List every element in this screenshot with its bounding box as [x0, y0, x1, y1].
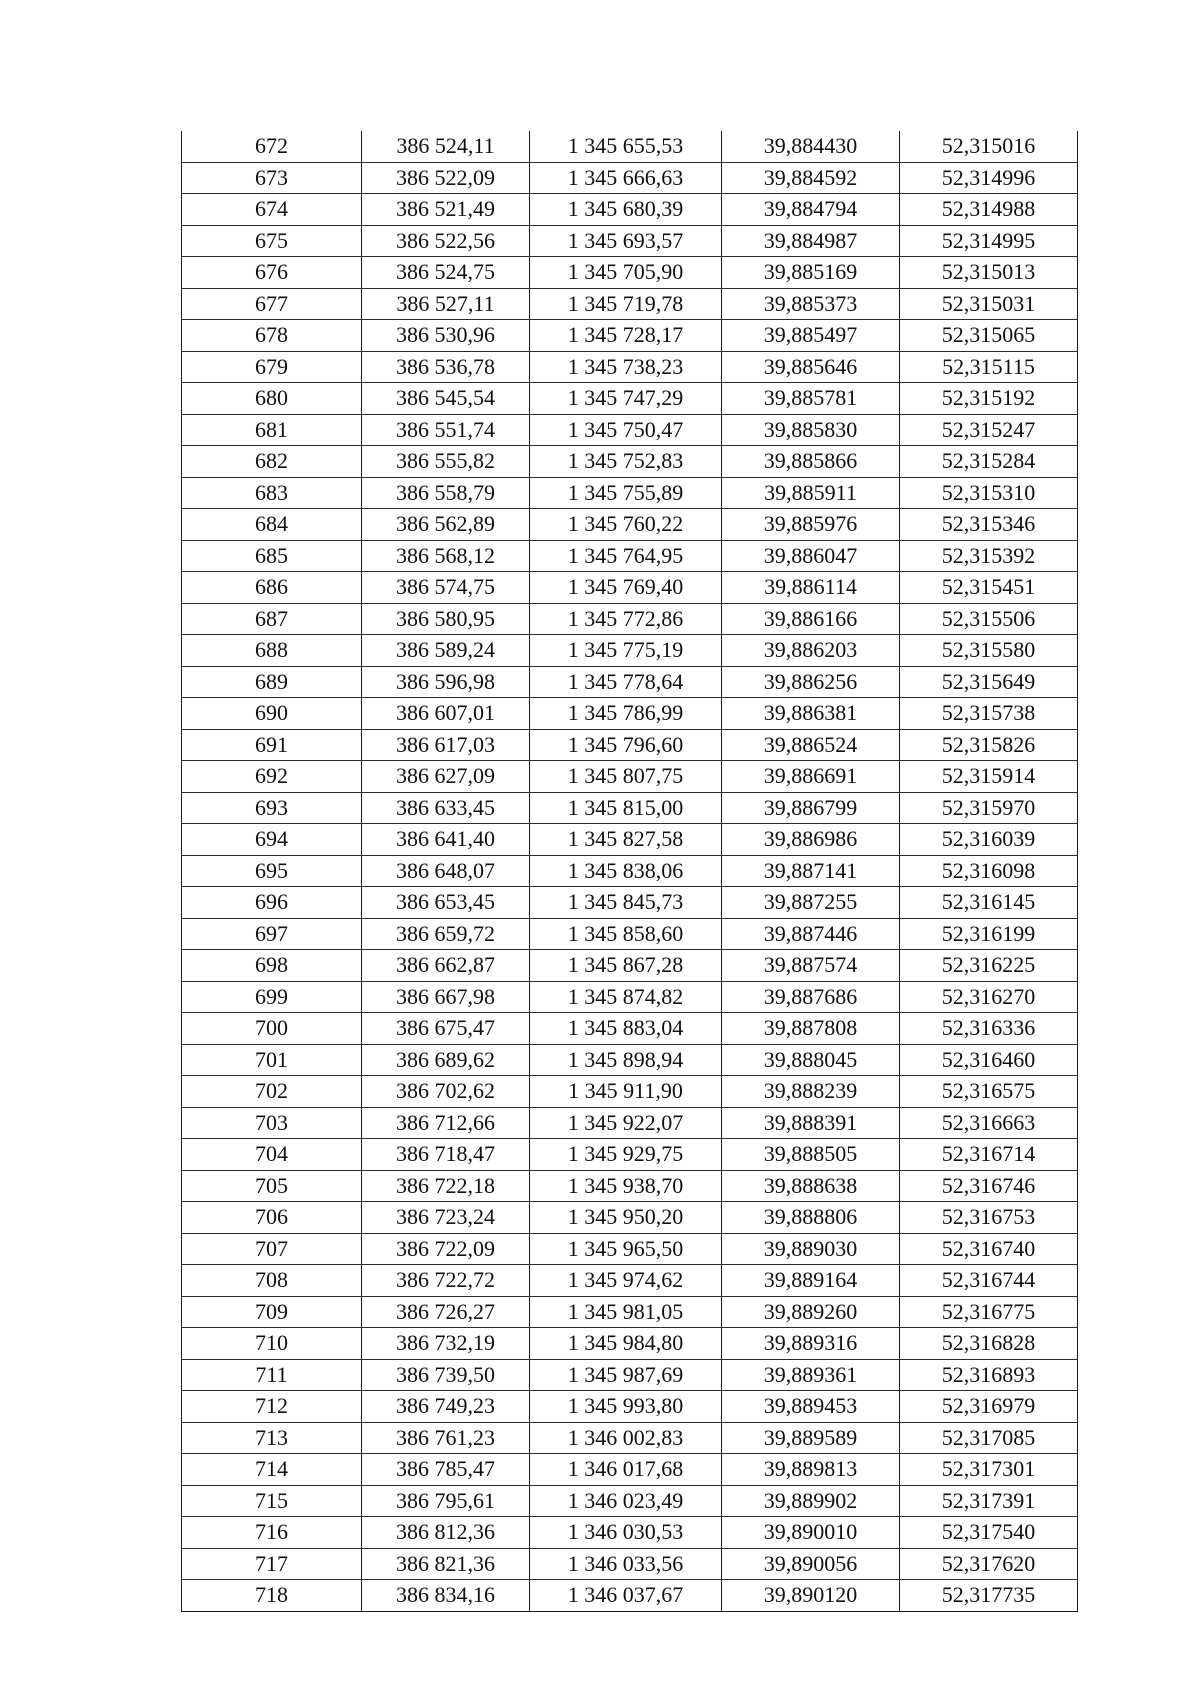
table-row — [182, 162, 1078, 194]
latitude-cell: 39,889813 — [722, 1454, 900, 1486]
table-row — [182, 1296, 1078, 1328]
x-coordinate-cell: 386 739,50 — [362, 1359, 530, 1391]
y-coordinate-cell: 1 345 950,20 — [530, 1202, 722, 1234]
longitude-cell: 52,316663 — [900, 1107, 1078, 1139]
latitude-cell: 39,890120 — [722, 1580, 900, 1612]
longitude-cell: 52,315346 — [900, 509, 1078, 541]
y-coordinate-cell: 1 345 845,73 — [530, 887, 722, 919]
x-coordinate-cell: 386 726,27 — [362, 1296, 530, 1328]
y-coordinate-cell: 1 345 760,22 — [530, 509, 722, 541]
x-coordinate-cell: 386 562,89 — [362, 509, 530, 541]
longitude-cell: 52,316893 — [900, 1359, 1078, 1391]
latitude-cell: 39,886166 — [722, 603, 900, 635]
x-coordinate-cell: 386 536,78 — [362, 351, 530, 383]
point-number-cell: 713 — [182, 1422, 362, 1454]
table-row — [182, 792, 1078, 824]
table-row — [182, 351, 1078, 383]
latitude-cell: 39,886047 — [722, 540, 900, 572]
point-number-cell: 697 — [182, 918, 362, 950]
table-row — [182, 1517, 1078, 1549]
longitude-cell: 52,316225 — [900, 950, 1078, 982]
x-coordinate-cell: 386 795,61 — [362, 1485, 530, 1517]
x-coordinate-cell: 386 558,79 — [362, 477, 530, 509]
longitude-cell: 52,316199 — [900, 918, 1078, 950]
longitude-cell: 52,316575 — [900, 1076, 1078, 1108]
point-number-cell: 717 — [182, 1548, 362, 1580]
latitude-cell: 39,887255 — [722, 887, 900, 919]
coordinates-table — [181, 131, 1078, 1612]
point-number-cell: 672 — [182, 131, 362, 162]
x-coordinate-cell: 386 607,01 — [362, 698, 530, 730]
x-coordinate-cell: 386 524,75 — [362, 257, 530, 289]
y-coordinate-cell: 1 345 987,69 — [530, 1359, 722, 1391]
table-row — [182, 1170, 1078, 1202]
y-coordinate-cell: 1 345 666,63 — [530, 162, 722, 194]
y-coordinate-cell: 1 345 778,64 — [530, 666, 722, 698]
latitude-cell: 39,889453 — [722, 1391, 900, 1423]
latitude-cell: 39,884987 — [722, 225, 900, 257]
point-number-cell: 710 — [182, 1328, 362, 1360]
longitude-cell: 52,317085 — [900, 1422, 1078, 1454]
table-row — [182, 320, 1078, 352]
table-row — [182, 1044, 1078, 1076]
table-row — [182, 603, 1078, 635]
latitude-cell: 39,886691 — [722, 761, 900, 793]
x-coordinate-cell: 386 648,07 — [362, 855, 530, 887]
y-coordinate-cell: 1 345 772,86 — [530, 603, 722, 635]
x-coordinate-cell: 386 667,98 — [362, 981, 530, 1013]
x-coordinate-cell: 386 589,24 — [362, 635, 530, 667]
latitude-cell: 39,887574 — [722, 950, 900, 982]
point-number-cell: 693 — [182, 792, 362, 824]
y-coordinate-cell: 1 345 693,57 — [530, 225, 722, 257]
table-row — [182, 446, 1078, 478]
longitude-cell: 52,315016 — [900, 131, 1078, 162]
table-row — [182, 1265, 1078, 1297]
y-coordinate-cell: 1 345 993,80 — [530, 1391, 722, 1423]
latitude-cell: 39,890056 — [722, 1548, 900, 1580]
longitude-cell: 52,315738 — [900, 698, 1078, 730]
y-coordinate-cell: 1 345 883,04 — [530, 1013, 722, 1045]
y-coordinate-cell: 1 345 680,39 — [530, 194, 722, 226]
longitude-cell: 52,316145 — [900, 887, 1078, 919]
point-number-cell: 706 — [182, 1202, 362, 1234]
longitude-cell: 52,315580 — [900, 635, 1078, 667]
latitude-cell: 39,889316 — [722, 1328, 900, 1360]
table-row — [182, 1359, 1078, 1391]
point-number-cell: 673 — [182, 162, 362, 194]
longitude-cell: 52,316828 — [900, 1328, 1078, 1360]
point-number-cell: 686 — [182, 572, 362, 604]
table-row — [182, 1454, 1078, 1486]
y-coordinate-cell: 1 345 815,00 — [530, 792, 722, 824]
x-coordinate-cell: 386 530,96 — [362, 320, 530, 352]
latitude-cell: 39,886524 — [722, 729, 900, 761]
x-coordinate-cell: 386 718,47 — [362, 1139, 530, 1171]
x-coordinate-cell: 386 834,16 — [362, 1580, 530, 1612]
longitude-cell: 52,316336 — [900, 1013, 1078, 1045]
point-number-cell: 702 — [182, 1076, 362, 1108]
x-coordinate-cell: 386 522,09 — [362, 162, 530, 194]
x-coordinate-cell: 386 633,45 — [362, 792, 530, 824]
x-coordinate-cell: 386 659,72 — [362, 918, 530, 950]
longitude-cell: 52,315031 — [900, 288, 1078, 320]
latitude-cell: 39,889260 — [722, 1296, 900, 1328]
table-row — [182, 981, 1078, 1013]
latitude-cell: 39,886986 — [722, 824, 900, 856]
y-coordinate-cell: 1 346 023,49 — [530, 1485, 722, 1517]
y-coordinate-cell: 1 345 922,07 — [530, 1107, 722, 1139]
table-row — [182, 1391, 1078, 1423]
y-coordinate-cell: 1 345 984,80 — [530, 1328, 722, 1360]
y-coordinate-cell: 1 346 037,67 — [530, 1580, 722, 1612]
point-number-cell: 708 — [182, 1265, 362, 1297]
table-row — [182, 1139, 1078, 1171]
point-number-cell: 688 — [182, 635, 362, 667]
x-coordinate-cell: 386 662,87 — [362, 950, 530, 982]
point-number-cell: 698 — [182, 950, 362, 982]
y-coordinate-cell: 1 345 974,62 — [530, 1265, 722, 1297]
table-row — [182, 729, 1078, 761]
longitude-cell: 52,315247 — [900, 414, 1078, 446]
point-number-cell: 700 — [182, 1013, 362, 1045]
y-coordinate-cell: 1 345 655,53 — [530, 131, 722, 162]
latitude-cell: 39,884592 — [722, 162, 900, 194]
longitude-cell: 52,316746 — [900, 1170, 1078, 1202]
longitude-cell: 52,315649 — [900, 666, 1078, 698]
y-coordinate-cell: 1 345 750,47 — [530, 414, 722, 446]
point-number-cell: 715 — [182, 1485, 362, 1517]
table-row — [182, 698, 1078, 730]
y-coordinate-cell: 1 345 827,58 — [530, 824, 722, 856]
table-row — [182, 1076, 1078, 1108]
table-row — [182, 855, 1078, 887]
longitude-cell: 52,315065 — [900, 320, 1078, 352]
y-coordinate-cell: 1 345 938,70 — [530, 1170, 722, 1202]
point-number-cell: 703 — [182, 1107, 362, 1139]
point-number-cell: 718 — [182, 1580, 362, 1612]
x-coordinate-cell: 386 761,23 — [362, 1422, 530, 1454]
y-coordinate-cell: 1 345 807,75 — [530, 761, 722, 793]
table-row — [182, 824, 1078, 856]
point-number-cell: 701 — [182, 1044, 362, 1076]
point-number-cell: 704 — [182, 1139, 362, 1171]
longitude-cell: 52,316744 — [900, 1265, 1078, 1297]
longitude-cell: 52,315284 — [900, 446, 1078, 478]
longitude-cell: 52,315192 — [900, 383, 1078, 415]
y-coordinate-cell: 1 345 769,40 — [530, 572, 722, 604]
latitude-cell: 39,885866 — [722, 446, 900, 478]
table-row — [182, 540, 1078, 572]
point-number-cell: 687 — [182, 603, 362, 635]
x-coordinate-cell: 386 524,11 — [362, 131, 530, 162]
y-coordinate-cell: 1 345 747,29 — [530, 383, 722, 415]
table-row — [182, 1422, 1078, 1454]
point-number-cell: 692 — [182, 761, 362, 793]
latitude-cell: 39,885497 — [722, 320, 900, 352]
x-coordinate-cell: 386 723,24 — [362, 1202, 530, 1234]
table-row — [182, 477, 1078, 509]
longitude-cell: 52,315914 — [900, 761, 1078, 793]
latitude-cell: 39,886203 — [722, 635, 900, 667]
longitude-cell: 52,315013 — [900, 257, 1078, 289]
point-number-cell: 683 — [182, 477, 362, 509]
longitude-cell: 52,316039 — [900, 824, 1078, 856]
x-coordinate-cell: 386 596,98 — [362, 666, 530, 698]
table-row — [182, 1485, 1078, 1517]
x-coordinate-cell: 386 627,09 — [362, 761, 530, 793]
longitude-cell: 52,316753 — [900, 1202, 1078, 1234]
point-number-cell: 707 — [182, 1233, 362, 1265]
table-row — [182, 1233, 1078, 1265]
latitude-cell: 39,888638 — [722, 1170, 900, 1202]
y-coordinate-cell: 1 345 867,28 — [530, 950, 722, 982]
y-coordinate-cell: 1 346 017,68 — [530, 1454, 722, 1486]
point-number-cell: 709 — [182, 1296, 362, 1328]
x-coordinate-cell: 386 527,11 — [362, 288, 530, 320]
coordinates-table-body — [182, 131, 1078, 1611]
x-coordinate-cell: 386 653,45 — [362, 887, 530, 919]
latitude-cell: 39,885911 — [722, 477, 900, 509]
longitude-cell: 52,315826 — [900, 729, 1078, 761]
table-row — [182, 635, 1078, 667]
y-coordinate-cell: 1 345 705,90 — [530, 257, 722, 289]
x-coordinate-cell: 386 812,36 — [362, 1517, 530, 1549]
y-coordinate-cell: 1 345 838,06 — [530, 855, 722, 887]
y-coordinate-cell: 1 345 981,05 — [530, 1296, 722, 1328]
point-number-cell: 679 — [182, 351, 362, 383]
latitude-cell: 39,885373 — [722, 288, 900, 320]
latitude-cell: 39,890010 — [722, 1517, 900, 1549]
point-number-cell: 716 — [182, 1517, 362, 1549]
y-coordinate-cell: 1 345 796,60 — [530, 729, 722, 761]
x-coordinate-cell: 386 722,18 — [362, 1170, 530, 1202]
latitude-cell: 39,885169 — [722, 257, 900, 289]
longitude-cell: 52,315310 — [900, 477, 1078, 509]
point-number-cell: 682 — [182, 446, 362, 478]
longitude-cell: 52,315506 — [900, 603, 1078, 635]
latitude-cell: 39,884430 — [722, 131, 900, 162]
x-coordinate-cell: 386 522,56 — [362, 225, 530, 257]
point-number-cell: 690 — [182, 698, 362, 730]
latitude-cell: 39,885830 — [722, 414, 900, 446]
longitude-cell: 52,315970 — [900, 792, 1078, 824]
table-row — [182, 383, 1078, 415]
point-number-cell: 684 — [182, 509, 362, 541]
table-row — [182, 225, 1078, 257]
latitude-cell: 39,886114 — [722, 572, 900, 604]
y-coordinate-cell: 1 345 775,19 — [530, 635, 722, 667]
longitude-cell: 52,316098 — [900, 855, 1078, 887]
x-coordinate-cell: 386 689,62 — [362, 1044, 530, 1076]
point-number-cell: 711 — [182, 1359, 362, 1391]
point-number-cell: 685 — [182, 540, 362, 572]
longitude-cell: 52,317735 — [900, 1580, 1078, 1612]
table-row — [182, 887, 1078, 919]
latitude-cell: 39,888391 — [722, 1107, 900, 1139]
point-number-cell: 681 — [182, 414, 362, 446]
x-coordinate-cell: 386 545,54 — [362, 383, 530, 415]
table-row — [182, 1580, 1078, 1612]
latitude-cell: 39,888806 — [722, 1202, 900, 1234]
point-number-cell: 714 — [182, 1454, 362, 1486]
latitude-cell: 39,887446 — [722, 918, 900, 950]
latitude-cell: 39,889361 — [722, 1359, 900, 1391]
y-coordinate-cell: 1 345 719,78 — [530, 288, 722, 320]
y-coordinate-cell: 1 345 965,50 — [530, 1233, 722, 1265]
y-coordinate-cell: 1 345 728,17 — [530, 320, 722, 352]
latitude-cell: 39,887686 — [722, 981, 900, 1013]
x-coordinate-cell: 386 722,09 — [362, 1233, 530, 1265]
x-coordinate-cell: 386 580,95 — [362, 603, 530, 635]
latitude-cell: 39,889030 — [722, 1233, 900, 1265]
longitude-cell: 52,316714 — [900, 1139, 1078, 1171]
latitude-cell: 39,889164 — [722, 1265, 900, 1297]
latitude-cell: 39,885976 — [722, 509, 900, 541]
x-coordinate-cell: 386 749,23 — [362, 1391, 530, 1423]
longitude-cell: 52,316775 — [900, 1296, 1078, 1328]
x-coordinate-cell: 386 702,62 — [362, 1076, 530, 1108]
x-coordinate-cell: 386 551,74 — [362, 414, 530, 446]
latitude-cell: 39,888045 — [722, 1044, 900, 1076]
table-row — [182, 414, 1078, 446]
latitude-cell: 39,887808 — [722, 1013, 900, 1045]
point-number-cell: 699 — [182, 981, 362, 1013]
table-row — [182, 666, 1078, 698]
table-row — [182, 1107, 1078, 1139]
latitude-cell: 39,886381 — [722, 698, 900, 730]
point-number-cell: 680 — [182, 383, 362, 415]
longitude-cell: 52,316460 — [900, 1044, 1078, 1076]
x-coordinate-cell: 386 574,75 — [362, 572, 530, 604]
point-number-cell: 696 — [182, 887, 362, 919]
point-number-cell: 691 — [182, 729, 362, 761]
table-row — [182, 131, 1078, 162]
longitude-cell: 52,315392 — [900, 540, 1078, 572]
x-coordinate-cell: 386 568,12 — [362, 540, 530, 572]
point-number-cell: 678 — [182, 320, 362, 352]
y-coordinate-cell: 1 345 898,94 — [530, 1044, 722, 1076]
latitude-cell: 39,884794 — [722, 194, 900, 226]
y-coordinate-cell: 1 345 858,60 — [530, 918, 722, 950]
table-row — [182, 1328, 1078, 1360]
longitude-cell: 52,317540 — [900, 1517, 1078, 1549]
latitude-cell: 39,889902 — [722, 1485, 900, 1517]
y-coordinate-cell: 1 346 033,56 — [530, 1548, 722, 1580]
table-row — [182, 950, 1078, 982]
longitude-cell: 52,315115 — [900, 351, 1078, 383]
x-coordinate-cell: 386 722,72 — [362, 1265, 530, 1297]
latitude-cell: 39,887141 — [722, 855, 900, 887]
longitude-cell: 52,317301 — [900, 1454, 1078, 1486]
latitude-cell: 39,889589 — [722, 1422, 900, 1454]
y-coordinate-cell: 1 345 874,82 — [530, 981, 722, 1013]
table-row — [182, 1013, 1078, 1045]
y-coordinate-cell: 1 345 764,95 — [530, 540, 722, 572]
table-row — [182, 761, 1078, 793]
table-row — [182, 572, 1078, 604]
longitude-cell: 52,317391 — [900, 1485, 1078, 1517]
x-coordinate-cell: 386 785,47 — [362, 1454, 530, 1486]
latitude-cell: 39,888505 — [722, 1139, 900, 1171]
y-coordinate-cell: 1 345 752,83 — [530, 446, 722, 478]
y-coordinate-cell: 1 345 929,75 — [530, 1139, 722, 1171]
latitude-cell: 39,888239 — [722, 1076, 900, 1108]
x-coordinate-cell: 386 712,66 — [362, 1107, 530, 1139]
longitude-cell: 52,314995 — [900, 225, 1078, 257]
longitude-cell: 52,316270 — [900, 981, 1078, 1013]
y-coordinate-cell: 1 345 911,90 — [530, 1076, 722, 1108]
longitude-cell: 52,316979 — [900, 1391, 1078, 1423]
point-number-cell: 705 — [182, 1170, 362, 1202]
x-coordinate-cell: 386 617,03 — [362, 729, 530, 761]
point-number-cell: 676 — [182, 257, 362, 289]
table-row — [182, 918, 1078, 950]
latitude-cell: 39,885781 — [722, 383, 900, 415]
longitude-cell: 52,314988 — [900, 194, 1078, 226]
y-coordinate-cell: 1 346 030,53 — [530, 1517, 722, 1549]
longitude-cell: 52,314996 — [900, 162, 1078, 194]
latitude-cell: 39,886799 — [722, 792, 900, 824]
x-coordinate-cell: 386 732,19 — [362, 1328, 530, 1360]
table-row — [182, 194, 1078, 226]
longitude-cell: 52,315451 — [900, 572, 1078, 604]
x-coordinate-cell: 386 675,47 — [362, 1013, 530, 1045]
y-coordinate-cell: 1 345 755,89 — [530, 477, 722, 509]
point-number-cell: 675 — [182, 225, 362, 257]
table-row — [182, 257, 1078, 289]
table-row — [182, 1202, 1078, 1234]
x-coordinate-cell: 386 555,82 — [362, 446, 530, 478]
point-number-cell: 689 — [182, 666, 362, 698]
y-coordinate-cell: 1 345 786,99 — [530, 698, 722, 730]
point-number-cell: 712 — [182, 1391, 362, 1423]
x-coordinate-cell: 386 641,40 — [362, 824, 530, 856]
table-row — [182, 288, 1078, 320]
point-number-cell: 694 — [182, 824, 362, 856]
y-coordinate-cell: 1 346 002,83 — [530, 1422, 722, 1454]
x-coordinate-cell: 386 821,36 — [362, 1548, 530, 1580]
x-coordinate-cell: 386 521,49 — [362, 194, 530, 226]
table-row — [182, 509, 1078, 541]
longitude-cell: 52,317620 — [900, 1548, 1078, 1580]
longitude-cell: 52,316740 — [900, 1233, 1078, 1265]
point-number-cell: 674 — [182, 194, 362, 226]
point-number-cell: 695 — [182, 855, 362, 887]
latitude-cell: 39,885646 — [722, 351, 900, 383]
latitude-cell: 39,886256 — [722, 666, 900, 698]
y-coordinate-cell: 1 345 738,23 — [530, 351, 722, 383]
point-number-cell: 677 — [182, 288, 362, 320]
table-row — [182, 1548, 1078, 1580]
